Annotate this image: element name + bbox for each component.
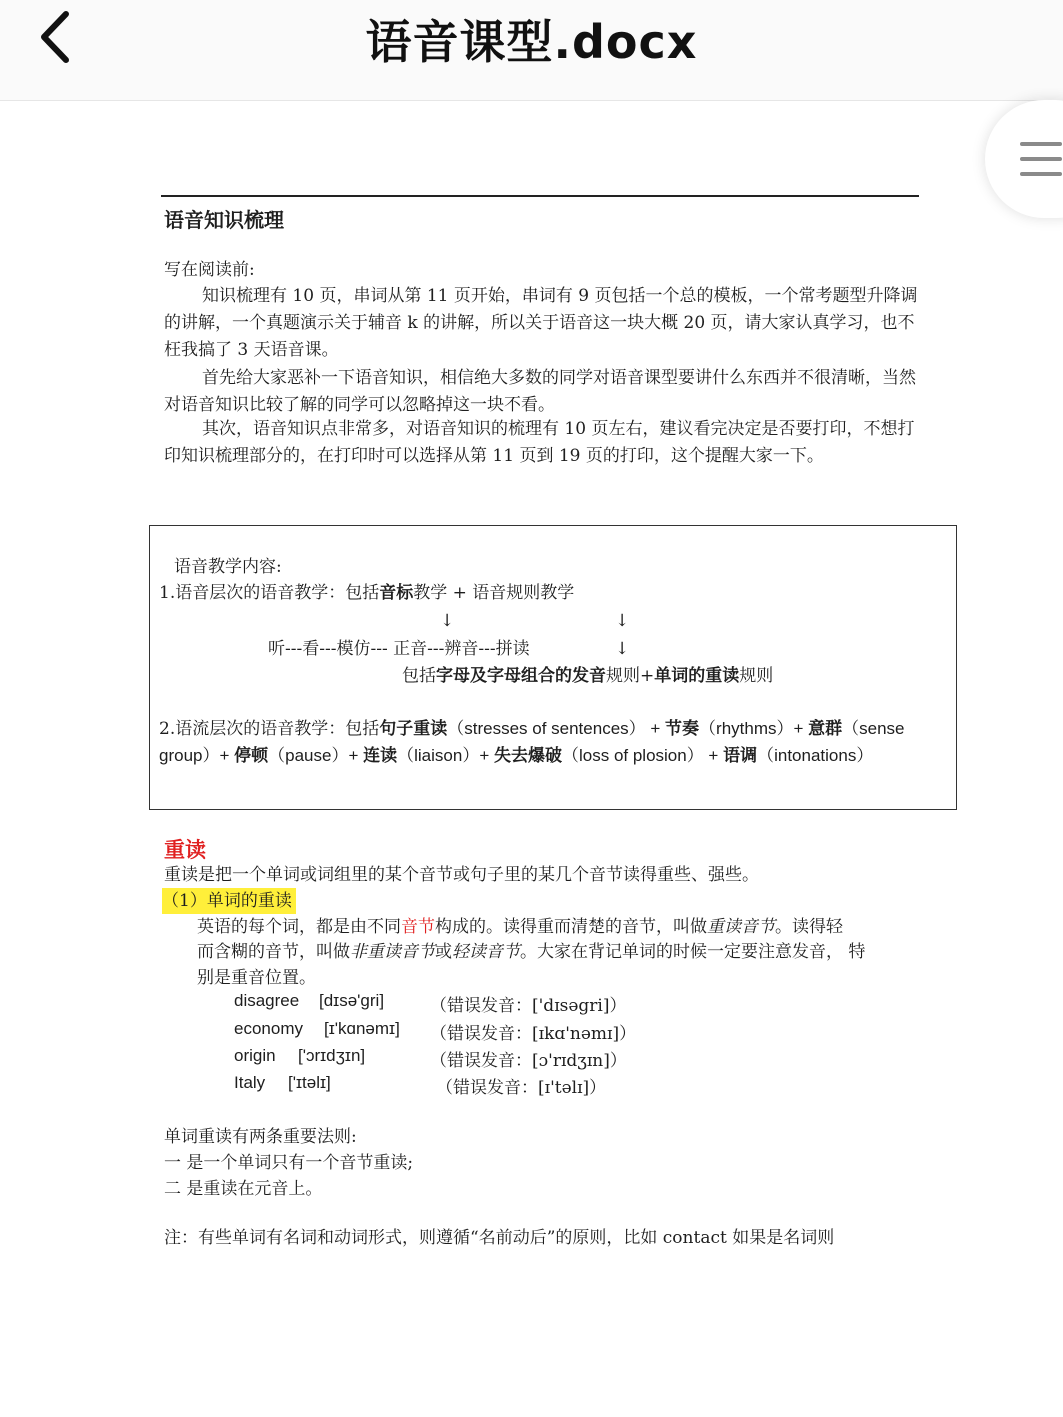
example-wrong: （错误发音：['dɪsəgri]） <box>430 996 627 1016</box>
example-ipa: [ɪ'kɑnəmɪ] <box>324 1019 400 1038</box>
example-wrong: （错误发音：[ɪkɑ'nəmɪ]） <box>430 1024 637 1044</box>
example-wrong: （错误发音：[ɔ'rɪdʒɪn]） <box>430 1051 627 1071</box>
example-ipa: ['ɪtəlɪ] <box>288 1073 331 1092</box>
word-stress-subheading: （1）单词的重读 <box>162 888 296 914</box>
example-ipa: [dɪsə'gri] <box>319 991 385 1010</box>
rule-1: 一 是一个单词只有一个音节重读; <box>164 1153 414 1173</box>
preface-label: 写在阅读前: <box>164 260 255 280</box>
rule-2: 二 是重读在元音上。 <box>164 1179 323 1199</box>
teaching-content-box <box>149 525 957 810</box>
preface-paragraph-2: 首先给大家恶补一下语音知识，相信绝大多数的同学对语音课型要讲什么东西并不很清晰，当然对语音知识比较了解的同学可以忽略掉这一块不看。 <box>164 368 916 415</box>
example-row: disagree <box>234 991 300 1010</box>
example-row: Italy <box>234 1073 266 1092</box>
example-row: origin <box>234 1046 276 1065</box>
word-stress-paragraph-line-2: 而含糊的音节，叫做非重读音节或轻读音节。大家在背记单词的时候一定要注意发音， 特 <box>197 942 866 962</box>
header-rule <box>161 195 919 197</box>
rules-title: 单词重读有两条重要法则: <box>164 1127 357 1147</box>
document-title: 语音课型.docx <box>365 15 698 69</box>
box-line-3: 包括字母及字母组合的发音规则+单词的重读规则 <box>402 666 774 686</box>
preface-paragraph-1: 知识梳理有 10 页，串词从第 11 页开始，串词有 9 页包括一个总的模板，一个常考题型升降调的讲解，一个真题演示关于辅音 k 的讲解，所以关于语音这一块大概 20 页，请大家认真学习，也不枉我搞了 3 天语音课。 <box>164 286 918 360</box>
box-line-5: group）+ 停顿（pause）+ 连读（liaison）+ 失去爆破（loss of plosion） + 语调（intonations） <box>159 746 874 766</box>
example-wrong: （错误发音：[ɪ'təlɪ]） <box>436 1078 607 1098</box>
word-stress-paragraph-line-1: 英语的每个词，都是由不同音节构成的。读得重而清楚的音节，叫做重读音节。读得轻 <box>197 917 843 937</box>
word-stress-paragraph-line-3: 别是重音位置。 <box>197 968 316 988</box>
example-row: economy <box>234 1019 303 1038</box>
box-line-1: 1.语音层次的语音教学：包括音标教学 + 语音规则教学 <box>159 583 575 603</box>
stress-definition: 重读是把一个单词或词组里的某个音节或句子里的某几个音节读得重些、强些。 <box>164 865 759 885</box>
box-line-2: 听---看---模仿--- 正音---辨音---拼读 <box>268 639 530 659</box>
section-heading: 语音知识梳理 <box>164 208 284 232</box>
document-page[interactable] <box>0 101 1063 1417</box>
example-ipa: ['ɔrɪdʒɪn] <box>298 1046 366 1065</box>
top-bar <box>0 0 1063 101</box>
note-text: 注：有些单词有名词和动词形式，则遵循“名前动后”的原则，比如 contact 如果是名词则 <box>164 1228 835 1248</box>
box-title: 语音教学内容: <box>174 557 282 577</box>
preface-paragraph-3: 其次，语音知识点非常多，对语音知识的梳理有 10 页左右，建议看完决定是否要打印，不想打印知识梳理部分的，在打印时可以选择从第 11 页到 19 页的打印，这个提醒大家一下。 <box>164 419 915 466</box>
stress-heading: 重读 <box>164 837 206 862</box>
box-line-4: 2.语流层次的语音教学：包括句子重读（stresses of sentences） + 节奏（rhythms）+ 意群（sense <box>159 719 905 739</box>
down-arrow-icon: ↓ <box>440 611 455 631</box>
down-arrow-icon: ↓ <box>615 611 630 631</box>
down-arrow-icon: ↓ <box>615 639 630 659</box>
